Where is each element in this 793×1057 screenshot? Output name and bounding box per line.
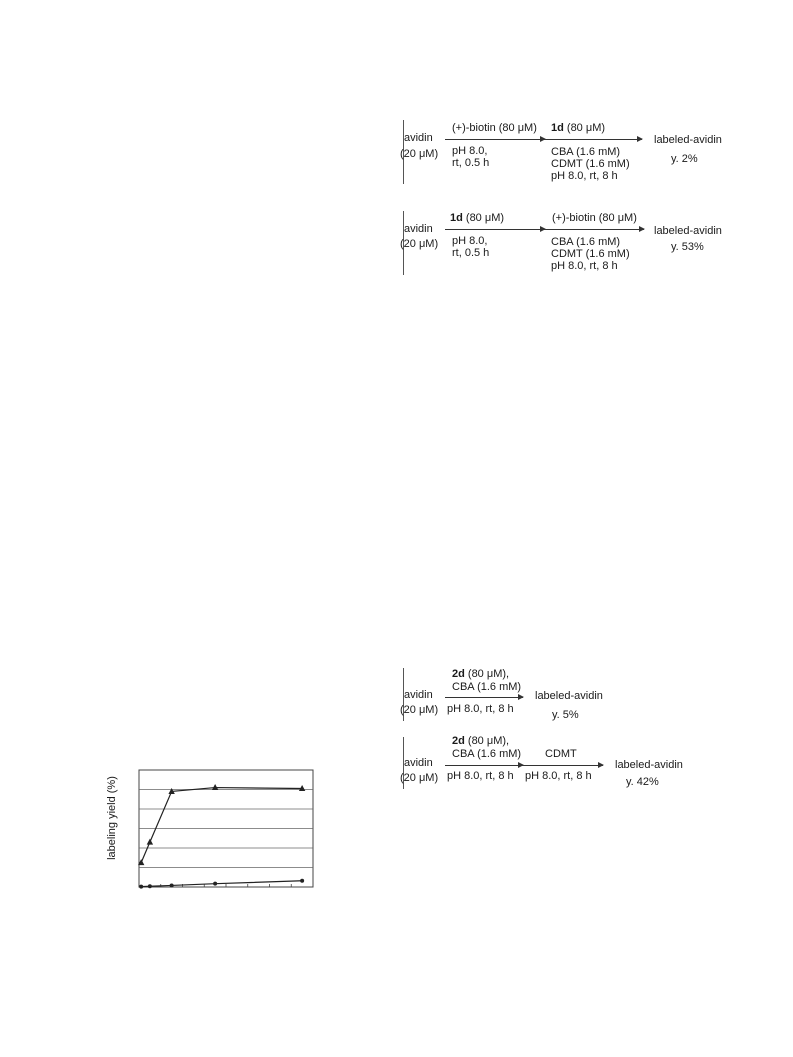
circle-marker xyxy=(148,884,152,888)
step1-condition-2: rt, 0.5 h xyxy=(452,247,490,259)
product-yield: y. 5% xyxy=(552,709,579,721)
substrate-concentration: (20 μM) xyxy=(400,772,439,784)
step1-condition-1: pH 8.0, xyxy=(452,145,488,157)
reaction-arrow xyxy=(445,139,545,140)
step1-condition-1: pH 8.0, xyxy=(452,235,488,247)
product-yield: y. 2% xyxy=(671,153,698,165)
reaction-arrow xyxy=(523,765,603,766)
substrate-concentration: (20 μM) xyxy=(400,148,439,160)
reaction-arrow xyxy=(545,139,642,140)
circle-marker xyxy=(139,885,143,889)
product-yield: y. 53% xyxy=(671,241,704,253)
circle-marker xyxy=(300,879,304,883)
step2-condition: pH 8.0, rt, 8 h xyxy=(525,770,592,782)
reaction-arrow xyxy=(445,229,545,230)
step2-condition-2: CDMT (1.6 mM) xyxy=(551,158,630,170)
y-axis-label: labeling yield (%) xyxy=(106,776,118,860)
circle-marker xyxy=(213,882,217,886)
plot-frame xyxy=(139,770,313,887)
circle-marker xyxy=(170,883,174,887)
substrate-name: avidin xyxy=(404,223,433,235)
reaction-arrow xyxy=(445,765,523,766)
triangle-marker xyxy=(299,785,305,791)
triangle-marker xyxy=(138,859,144,865)
step2-condition-2: CDMT (1.6 mM) xyxy=(551,248,630,260)
product-name: labeled-avidin xyxy=(654,225,722,237)
step2-condition-1: CBA (1.6 mM) xyxy=(551,236,621,248)
reaction-arrow xyxy=(545,229,644,230)
product-yield: y. 42% xyxy=(626,776,659,788)
substrate-name: avidin xyxy=(404,132,433,144)
triangle-series-line xyxy=(141,788,302,863)
triangle-marker xyxy=(168,788,174,794)
reaction-condition: pH 8.0, rt, 8 h xyxy=(447,703,514,715)
step1-reagent: 1d (80 μM) xyxy=(450,212,505,224)
substrate-concentration: (20 μM) xyxy=(400,704,439,716)
reagent-line-2: CBA (1.6 mM) xyxy=(452,748,522,760)
step1-condition-2: rt, 0.5 h xyxy=(452,157,490,169)
product-name: labeled-avidin xyxy=(615,759,683,771)
step2-condition-3: pH 8.0, rt, 8 h xyxy=(551,260,618,272)
step1-reagent: (+)-biotin (80 μM) xyxy=(452,122,537,134)
circle-series-line xyxy=(141,881,302,887)
step2-condition-1: CBA (1.6 mM) xyxy=(551,146,621,158)
reagent-line-2: CBA (1.6 mM) xyxy=(452,681,522,693)
step2-condition-3: pH 8.0, rt, 8 h xyxy=(551,170,618,182)
triangle-marker xyxy=(212,784,218,790)
reagent-line-1: 2d (80 μM), xyxy=(452,668,510,680)
product-name: labeled-avidin xyxy=(535,690,603,702)
step2-reagent: (+)-biotin (80 μM) xyxy=(552,212,637,224)
step1-condition: pH 8.0, rt, 8 h xyxy=(447,770,514,782)
reaction-arrow xyxy=(445,697,523,698)
substrate-name: avidin xyxy=(404,757,433,769)
substrate-name: avidin xyxy=(404,689,433,701)
reagent-line-1: 2d (80 μM), xyxy=(452,735,510,747)
product-name: labeled-avidin xyxy=(654,134,722,146)
step2-reagent: 1d (80 μM) xyxy=(551,122,606,134)
step2-reagent: CDMT xyxy=(545,748,577,760)
triangle-marker xyxy=(147,839,153,845)
substrate-concentration: (20 μM) xyxy=(400,238,439,250)
